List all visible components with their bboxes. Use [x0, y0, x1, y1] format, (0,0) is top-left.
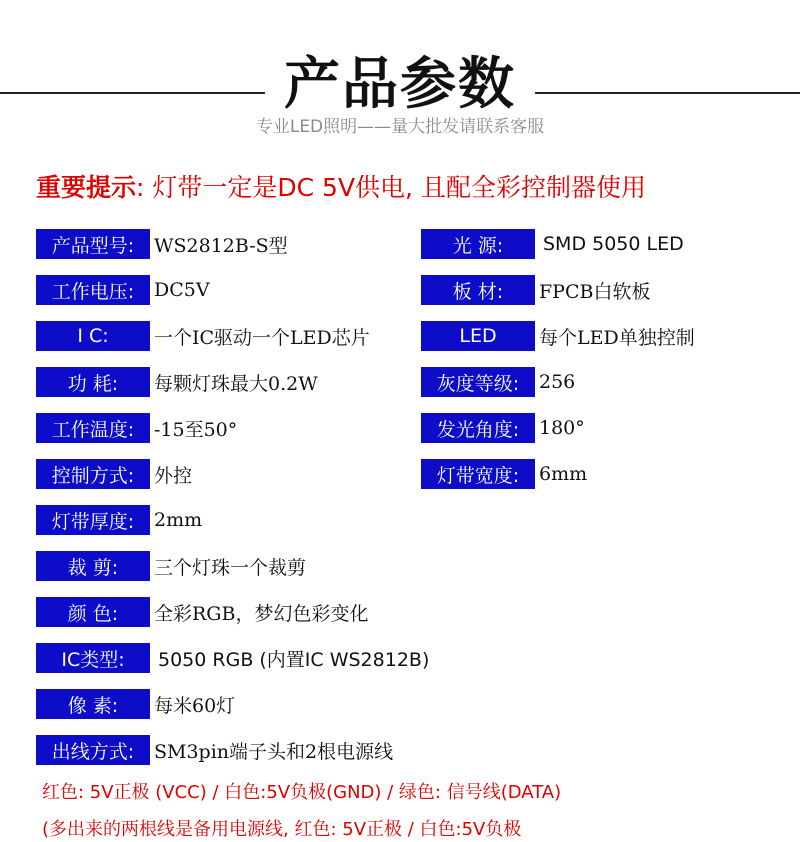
- param-label: 工作温度:: [36, 413, 150, 443]
- wiring-note-line-1: 红色: 5V正极 (VCC) / 白色:5V负极(GND) / 绿色: 信号线(DATA): [42, 782, 562, 803]
- param-value: WS2812B-S型: [154, 234, 288, 257]
- param-row-color: [36, 596, 368, 628]
- param-row-ic-type: [36, 642, 429, 674]
- param-value: SMD 5050 LED: [543, 233, 684, 255]
- param-label: 出线方式:: [36, 735, 150, 765]
- wiring-note-line-2: (多出来的两根线是备用电源线, 红色: 5V正极 / 白色:5V负极: [42, 819, 522, 840]
- param-value: 每颗灯珠最大0.2W: [154, 372, 318, 395]
- param-row-cutting: [36, 550, 306, 582]
- param-label: 功 耗:: [36, 367, 150, 397]
- param-label: 光 源:: [421, 229, 535, 259]
- param-row-power: [36, 366, 318, 398]
- important-notice: [36, 168, 776, 204]
- param-value: DC5V: [154, 279, 210, 301]
- param-row-angle: [421, 412, 585, 444]
- param-label: 颜 色:: [36, 597, 150, 627]
- notice-text: : 灯带一定是DC 5V供电, 且配全彩控制器使用: [136, 173, 646, 202]
- param-label: IC类型:: [36, 643, 150, 673]
- param-row-light-source: [421, 228, 684, 260]
- param-value: 6mm: [539, 463, 588, 485]
- param-label: 灰度等级:: [421, 367, 535, 397]
- param-value: 2mm: [154, 509, 203, 531]
- param-label: 像 素:: [36, 689, 150, 719]
- param-label: 灯带厚度:: [36, 505, 150, 535]
- param-row-grayscale: [421, 366, 575, 398]
- param-value: 每米60灯: [154, 694, 236, 717]
- page-title: 产品参数: [284, 52, 516, 117]
- param-row-board: [421, 274, 650, 306]
- param-label: 裁 剪:: [36, 551, 150, 581]
- param-value: 外控: [154, 464, 193, 487]
- param-label: I C:: [36, 321, 150, 351]
- param-label: LED: [421, 321, 535, 351]
- param-label: 产品型号:: [36, 229, 150, 259]
- param-row-ic: [36, 320, 370, 352]
- param-row-temperature: [36, 412, 237, 444]
- param-value: 三个灯珠一个裁剪: [154, 556, 307, 579]
- param-label: 灯带宽度:: [421, 459, 535, 489]
- param-row-wiring: [36, 734, 393, 766]
- param-row-control: [36, 458, 192, 490]
- param-row-thickness: [36, 504, 202, 536]
- param-row-pixels: [36, 688, 235, 720]
- param-label: 发光角度:: [421, 413, 535, 443]
- param-row-voltage: [36, 274, 210, 306]
- param-row-width: [421, 458, 587, 490]
- param-row-led: [421, 320, 695, 352]
- param-value: -15至50°: [154, 418, 238, 441]
- param-value: 全彩RGB，梦幻色彩变化: [154, 602, 369, 625]
- param-value: SM3pin端子头和2根电源线: [154, 740, 394, 763]
- param-label: 工作电压:: [36, 275, 150, 305]
- param-label: 板 材:: [421, 275, 535, 305]
- param-value: 256: [539, 371, 576, 393]
- param-label: 控制方式:: [36, 459, 150, 489]
- param-row-model: [36, 228, 288, 260]
- param-value: 5050 RGB (内置IC WS2812B): [158, 648, 430, 671]
- param-value: 一个IC驱动一个LED芯片: [154, 326, 370, 349]
- page-subtitle: 专业LED照明——量大批发请联系客服: [255, 117, 545, 137]
- param-value: 每个LED单独控制: [539, 326, 695, 349]
- param-value: FPCB白软板: [539, 280, 651, 303]
- notice-prefix: 重要提示: [36, 173, 137, 202]
- param-value: 180°: [539, 417, 585, 439]
